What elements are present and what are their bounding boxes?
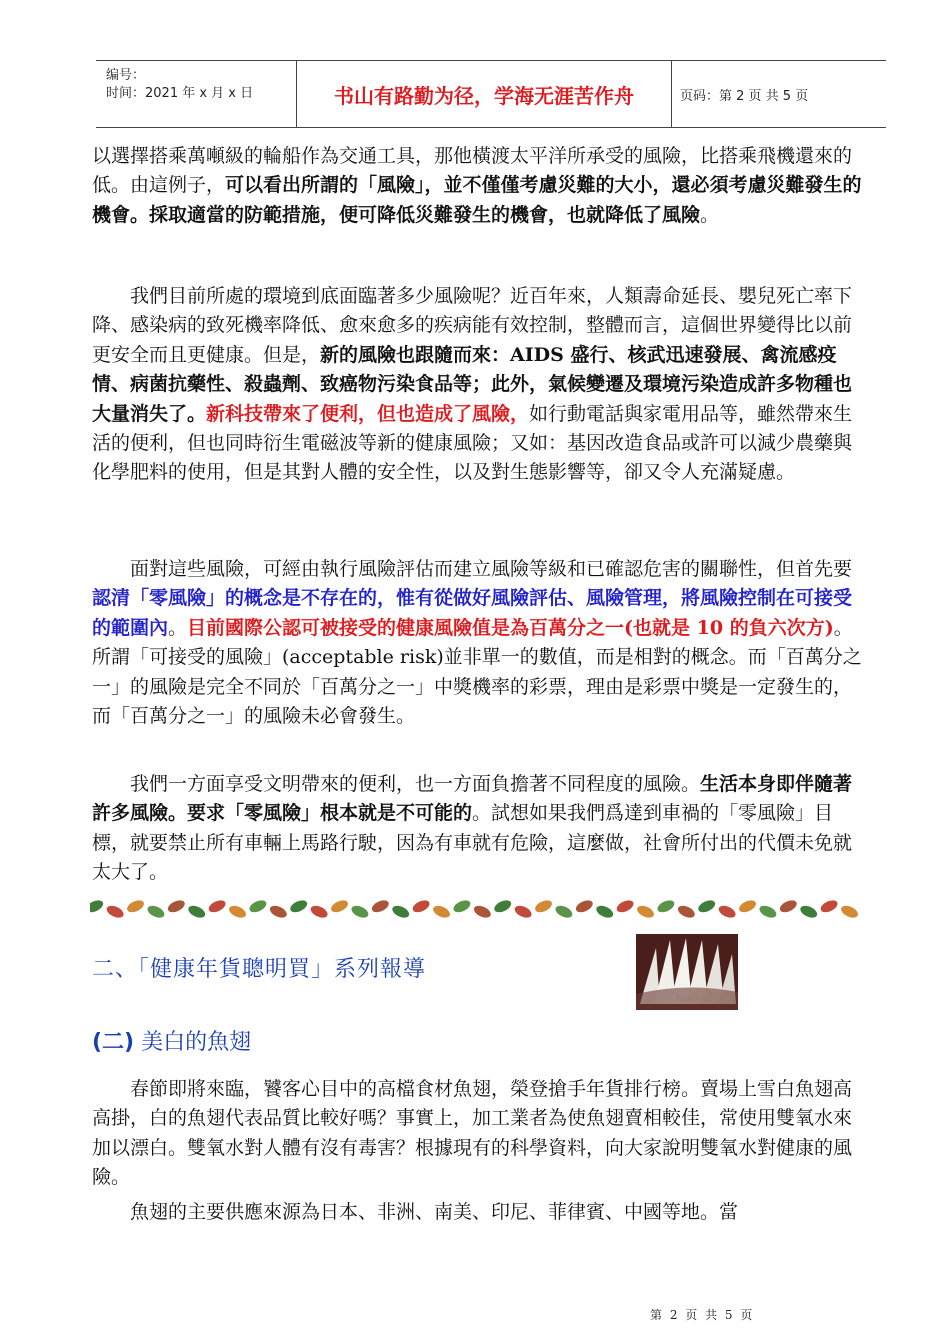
leaf-ornament [492,898,513,915]
leaf-ornament [186,903,207,920]
leaf-ornament [758,903,779,920]
leaf-ornament [778,898,799,915]
header-divider [671,61,672,127]
leaf-ornament [268,903,289,920]
text-run: 面對這些風險，可經由執行風險評估而建立風險等級和已確認危害的關聯性，但首先要 [130,558,853,580]
leaf-ornament [554,903,575,920]
subsection-title [92,1025,251,1056]
leaf-ornament [227,903,248,920]
leaf-ornament [370,898,391,915]
text-run: 。 [700,203,720,226]
leaf-ornament [452,898,473,915]
leaf-ornament [166,898,187,915]
leaf-ornament [533,898,554,915]
bold-text: 可以看出所謂的「風險」，並不僅僅考慮災難的大小，還必須考慮災難發生的機會。採取適當的防範措施，便可降低災難發生的機會，也就降低了風險 [92,174,862,226]
blue-emphasis: 認清「零風險」的概念是不存在的，惟有從做好風險評估、風險管理，將風險控制在可接受的範圍內 [92,587,853,639]
leaf-ornament [594,903,615,920]
leaf-ornament [309,903,330,920]
subsection-text: 美白的魚翅 [134,1030,252,1055]
leaf-ornament [411,898,432,915]
leaf-ornament [390,903,411,920]
leaf-ornament [615,898,636,915]
paragraph [92,555,870,731]
leaf-ornament [207,898,228,915]
leaf-ornament [839,903,860,920]
text-run: 如行動電話與家電用品等，雖然帶來生活的便利，但也同時衍生電磁波等新的健康風險；又如：基因改造食品或許可以減少農藥與化學肥料的使用，但是其對人體的安全性，以及對生態影響等，卻又令人充滿疑慮。 [92,402,853,484]
time-label: 时间：2021 年 x 月 x 日 [106,86,254,101]
header-meta [106,67,253,103]
leaf-ornament [105,903,126,920]
text-run: 以選擇搭乘萬噸級的輪船作為交通工具，那他橫渡太平洋所承受的風險，比搭乘飛機還來的低。由這例子， [92,145,853,197]
photo-caption: foshao.1 [676,992,724,1005]
leaf-ornament [737,898,758,915]
bold-text: 生活本身即伴隨著許多風險。要求「零風險」根本就是不可能的 [92,773,853,825]
header-motto: 书山有路勤为径，学海无涯苦作舟 [334,83,634,108]
leaf-ornament [717,903,738,920]
text-run: 我們一方面享受文明帶來的便利，也一方面負擔著不同程度的風險。 [130,773,701,795]
red-emphasis: 目前國際公認可被接受的健康風險值是為百萬分之一(也就是 10 的負六次方) [187,616,834,639]
paragraph [92,770,870,888]
page-footer: 第 2 页 共 5 页 [650,1308,755,1322]
text-run: 我們目前所處的環境到底面臨著多少風險呢？近百年來，人類壽命延長、嬰兒死亡率下降、感染病的致死機率降低、愈來愈多的疾病能有效控制，整體而言，這個世界變得比以前更安全而且更健康。但是， [92,285,853,366]
header-page-label: 页码：第 2 页 共 5 页 [680,88,809,104]
text-run: 。所謂「可接受的風險」(acceptable risk)並非單一的數值，而是相對的概念。而「百萬分之一」的風險是完全不同於「百萬分之一」中獎機率的彩票，理由是彩票中獎是一定發生的，而「百萬分之一」的風險未必會發生。 [92,616,862,728]
leaf-ornament [248,898,269,915]
leaf-ornament [574,898,595,915]
leaf-ornament [472,903,493,920]
leaf-ornament [656,898,677,915]
leaf-ornament [146,903,167,920]
leaf-ornament [431,903,452,920]
leaf-ornament [125,898,146,915]
paragraph [92,142,870,230]
number-label: 编号： [106,68,146,83]
shark-fin-photo [636,934,738,1010]
bold-text: 新的風險也跟隨而來：AIDS 盛行、核武迅速發展、禽流感疫情、病菌抗藥性、殺蟲劑、致癌物污染食品等；此外，氣候變遷及環境污染造成許多物種也大量消失了。 [92,343,853,425]
page-header [96,60,886,128]
paragraph: 魚翅的主要供應來源為日本、非洲、南美、印尼、菲律賓、中國等地。當 [130,1201,739,1223]
subsection-number: (二) [92,1030,135,1055]
leaf-divider [90,898,866,920]
leaf-ornament [350,903,371,920]
leaf-ornament [798,903,819,920]
section-title: 二、「健康年貨聰明買」系列報導 [92,957,427,982]
leaf-ornament [288,898,309,915]
red-emphasis: 新科技帶來了便利，但也造成了風險， [206,402,530,425]
leaf-ornament [676,903,697,920]
leaf-ornament [90,898,105,915]
text-run: 。 [168,616,188,639]
leaf-ornament [513,903,534,920]
paragraph [92,282,870,488]
leaf-ornament [329,898,350,915]
text-run: 。試想如果我們爲達到車禍的「零風險」目標，就要禁止所有車輛上馬路行駛，因為有車就有危險，這麼做，社會所付出的代價未免就太大了。 [92,802,853,884]
leaf-ornament [819,898,840,915]
leaf-ornament [696,898,717,915]
paragraph: 春節即將來臨，饕客心目中的高檔食材魚翅，榮登搶手年貨排行榜。賣場上雪白魚翅高高掛，白的魚翅代表品質比較好嗎？事實上，加工業者為使魚翅賣相較佳，常使用雙氧水來加以漂白。雙氧水對人體有沒有毒害？根據現有的科學資料，向大家說明雙氧水對健康的風險。 [92,1078,853,1189]
leaf-ornament [635,903,656,920]
